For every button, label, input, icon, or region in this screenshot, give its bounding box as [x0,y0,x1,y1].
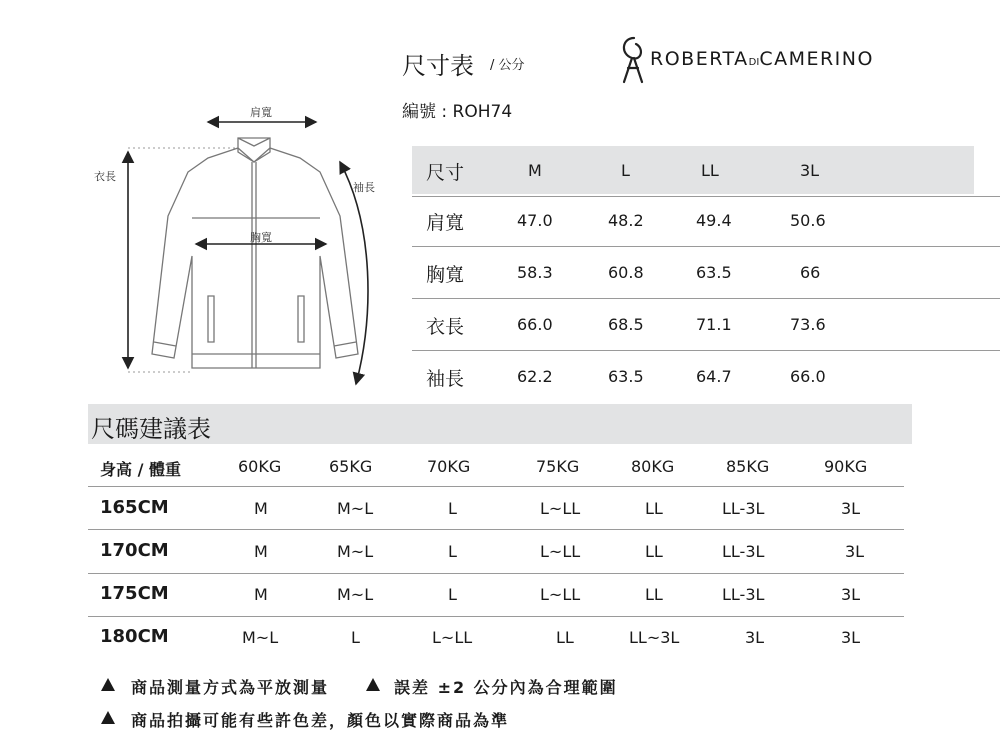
brand-word-a: ROBERTA [650,48,749,70]
recommend-cell: LL-3L [722,499,765,518]
size-cell: 63.5 [696,263,732,282]
recommend-header-cell: 身高 / 體重 [100,460,181,479]
brand-wordmark [650,48,874,70]
recommend-header-cell: 90KG [824,457,868,476]
recommend-cell: L [448,499,457,518]
row-divider [412,196,1000,197]
recommend-cell: LL-3L [722,542,765,561]
row-divider [412,246,1000,247]
recommend-row-label: 165CM [100,497,169,518]
size-header-cell: 尺寸 [426,162,465,184]
row-divider [88,616,904,617]
recommend-header-cell: 60KG [238,457,282,476]
label-shoulder: 肩寬 [250,106,272,119]
page-title: 尺寸表 [402,52,474,80]
recommend-cell: LL [556,628,574,647]
recommend-cell: LL [645,585,663,604]
recommend-cell: L [448,585,457,604]
size-header-cell: LL [701,161,719,180]
size-cell: 50.6 [790,211,826,230]
recommend-cell: LL [645,542,663,561]
recommend-cell: M~L [242,628,279,647]
product-code: 編號 : ROH74 [402,102,513,122]
recommend-title: 尺碼建議表 [91,415,211,443]
triangle-bullet-icon [366,678,380,691]
recommend-cell: LL~3L [629,628,680,647]
recommend-header-cell: 80KG [631,457,675,476]
size-cell: 58.3 [517,263,553,282]
note-color-disclaimer: 商品拍攝可能有些許色差，顏色以實際商品為準 [131,711,510,730]
size-row-label: 肩寬 [426,212,465,234]
size-cell: 66.0 [517,315,553,334]
recommend-cell: 3L [841,585,861,604]
brand-word-b: CAMERINO [759,48,874,70]
size-cell: 60.8 [608,263,644,282]
label-length: 衣長 [94,170,116,183]
size-row-label: 胸寬 [426,264,465,286]
size-row-label: 袖長 [426,368,465,390]
recommend-cell: M~L [337,499,374,518]
recommend-cell: L [448,542,457,561]
recommend-cell: M [254,499,268,518]
row-divider [412,298,1000,299]
size-cell: 64.7 [696,367,732,386]
triangle-bullet-icon [101,711,115,724]
note-tolerance: 誤差 ±2 公分內為合理範圍 [394,678,618,697]
size-cell: 71.1 [696,315,732,334]
size-header-cell: 3L [800,161,820,180]
recommend-cell: M [254,542,268,561]
size-cell: 66.0 [790,367,826,386]
recommend-cell: L~LL [540,542,581,561]
recommend-cell: 3L [845,542,865,561]
size-cell: 48.2 [608,211,644,230]
recommend-header-cell: 70KG [427,457,471,476]
label-sleeve: 袖長 [353,181,375,194]
recommend-cell: L~LL [540,499,581,518]
size-cell: 68.5 [608,315,644,334]
recommend-cell: LL [645,499,663,518]
size-header-cell: M [528,161,542,180]
brand-word-di: DI [748,57,760,68]
recommend-title-band [88,404,912,444]
row-divider [88,486,904,487]
size-row-label: 衣長 [426,316,465,338]
recommend-cell: M~L [337,585,374,604]
recommend-row-label: 175CM [100,583,169,604]
size-cell: 66 [800,263,821,282]
recommend-cell: M~L [337,542,374,561]
row-divider [88,573,904,574]
size-cell: 62.2 [517,367,553,386]
recommend-cell: L~LL [432,628,473,647]
row-divider [412,350,1000,351]
size-cell: 73.6 [790,315,826,334]
note-measurement: 商品測量方式為平放測量 [131,678,330,697]
recommend-row-label: 170CM [100,540,169,561]
recommend-cell: LL-3L [722,585,765,604]
label-chest: 胸寬 [250,231,272,244]
recommend-row-label: 180CM [100,626,169,647]
row-divider [88,529,904,530]
unit-label: / 公分 [490,58,525,73]
triangle-bullet-icon [101,678,115,691]
size-cell: 47.0 [517,211,553,230]
jacket-diagram [88,96,400,396]
size-cell: 49.4 [696,211,732,230]
recommend-cell: 3L [841,499,861,518]
recommend-cell: L [351,628,360,647]
recommend-header-cell: 75KG [536,457,580,476]
size-cell: 63.5 [608,367,644,386]
recommend-cell: 3L [841,628,861,647]
size-table-header-band [412,146,974,194]
recommend-cell: M [254,585,268,604]
recommend-header-cell: 65KG [329,457,373,476]
recommend-cell: L~LL [540,585,581,604]
size-header-cell: L [621,161,630,180]
recommend-header-cell: 85KG [726,457,770,476]
recommend-cell: 3L [745,628,765,647]
